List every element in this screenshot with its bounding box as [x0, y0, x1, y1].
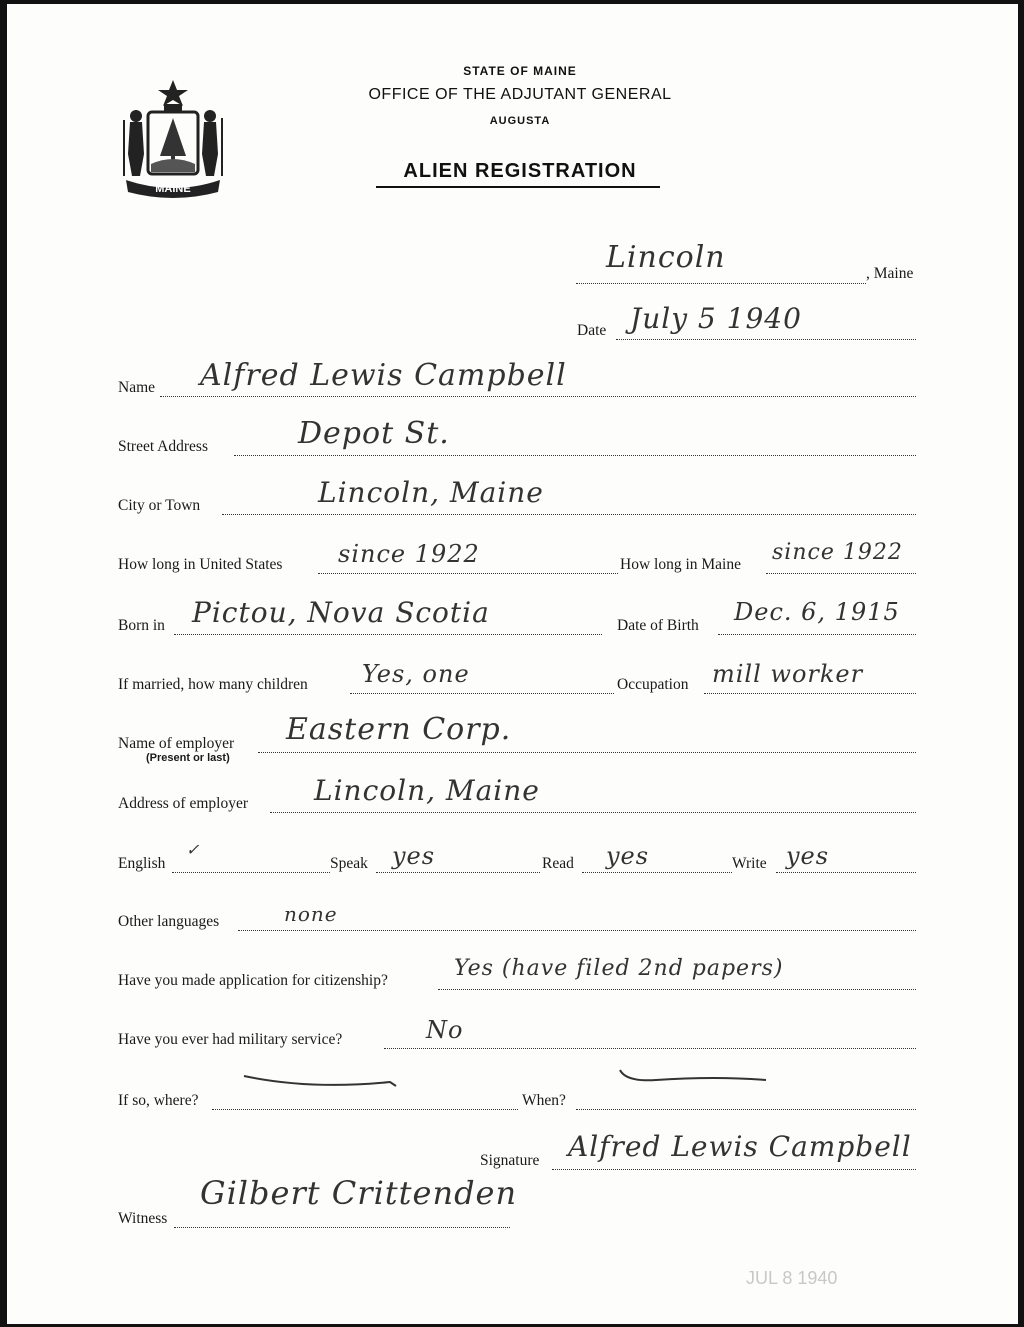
city-line	[222, 514, 916, 515]
received-stamp: JUL 8 1940	[746, 1268, 838, 1288]
other-languages-line	[238, 930, 916, 931]
citizenship-line	[438, 989, 916, 990]
write-line	[776, 872, 916, 873]
place-suffix: , Maine	[866, 265, 914, 282]
dob-value: Dec. 6, 1915	[734, 598, 900, 626]
employer-sublabel: (Present or last)	[146, 752, 230, 764]
scan-border-top	[0, 0, 1024, 4]
signature-label: Signature	[480, 1152, 540, 1169]
born-line	[174, 634, 602, 635]
title-underline	[376, 186, 660, 188]
when-dash-mark	[616, 1066, 776, 1090]
header-city: AUGUSTA	[489, 115, 551, 127]
place-value: Lincoln	[606, 240, 726, 275]
signature-line	[552, 1169, 916, 1170]
english-label: English	[118, 855, 166, 872]
signature-value: Alfred Lewis Campbell	[568, 1130, 912, 1163]
write-value: yes	[786, 842, 830, 870]
how-long-me-line	[766, 573, 916, 574]
date-line	[616, 339, 916, 340]
name-label: Name	[118, 379, 156, 396]
read-value: yes	[606, 842, 650, 870]
maine-state-seal-icon	[118, 76, 228, 202]
citizenship-value: Yes (have filed 2nd papers)	[454, 956, 784, 981]
date-label: Date	[577, 322, 607, 339]
english-line	[172, 872, 330, 873]
form-title: ALIEN REGISTRATION	[403, 160, 637, 182]
witness-label: Witness	[118, 1210, 168, 1227]
married-line	[350, 693, 614, 694]
witness-value: Gilbert Crittenden	[200, 1174, 518, 1212]
occupation-label: Occupation	[617, 676, 689, 693]
street-line	[234, 455, 916, 456]
employer-line	[258, 752, 916, 753]
employer-address-label: Address of employer	[118, 795, 248, 812]
header-office: OFFICE OF THE ADJUTANT GENERAL	[368, 86, 672, 103]
how-long-me-label: How long in Maine	[620, 556, 741, 573]
dob-line	[718, 634, 916, 635]
scan-border-left	[0, 0, 7, 1327]
date-value: July 5 1940	[630, 302, 802, 335]
other-languages-value: none	[284, 902, 338, 926]
name-line	[160, 396, 916, 397]
employer-address-line	[270, 812, 916, 813]
scan-border-right	[1018, 0, 1024, 1327]
other-languages-label: Other languages	[118, 913, 220, 930]
name-value: Alfred Lewis Campbell	[200, 358, 567, 393]
occupation-line	[704, 693, 916, 694]
where-dash-mark	[240, 1068, 400, 1092]
speak-label: Speak	[330, 855, 368, 872]
how-long-us-label: How long in United States	[118, 556, 283, 573]
speak-line	[376, 872, 540, 873]
header-state: STATE OF MAINE	[463, 64, 577, 78]
born-label: Born in	[118, 617, 165, 634]
dob-label: Date of Birth	[617, 617, 699, 634]
street-value: Depot St.	[298, 416, 450, 451]
married-label: If married, how many children	[118, 676, 308, 693]
svg-text:MAINE: MAINE	[155, 183, 191, 195]
employer-label: Name of employer	[118, 735, 235, 752]
speak-value: yes	[392, 842, 436, 870]
occupation-value: mill worker	[712, 660, 864, 688]
when-label: When?	[522, 1092, 566, 1109]
military-value: No	[426, 1016, 464, 1044]
write-label: Write	[732, 855, 767, 872]
born-value: Pictou, Nova Scotia	[192, 596, 490, 629]
read-label: Read	[542, 855, 574, 872]
where-label: If so, where?	[118, 1092, 199, 1109]
when-line	[576, 1109, 916, 1110]
how-long-me-value: since 1922	[772, 540, 903, 565]
military-label: Have you ever had military service?	[118, 1031, 343, 1048]
citizenship-label: Have you made application for citizenship?	[118, 972, 388, 989]
how-long-us-value: since 1922	[338, 540, 480, 568]
employer-value: Eastern Corp.	[286, 712, 512, 747]
city-label: City or Town	[118, 497, 201, 514]
where-line	[212, 1109, 518, 1110]
how-long-us-line	[318, 573, 618, 574]
employer-address-value: Lincoln, Maine	[314, 774, 540, 807]
street-label: Street Address	[118, 438, 208, 455]
place-line	[576, 283, 866, 284]
witness-line	[174, 1227, 510, 1228]
english-value: ✓	[186, 840, 201, 859]
married-value: Yes, one	[362, 660, 470, 688]
city-value: Lincoln, Maine	[318, 476, 544, 509]
read-line	[582, 872, 732, 873]
military-line	[384, 1048, 916, 1049]
